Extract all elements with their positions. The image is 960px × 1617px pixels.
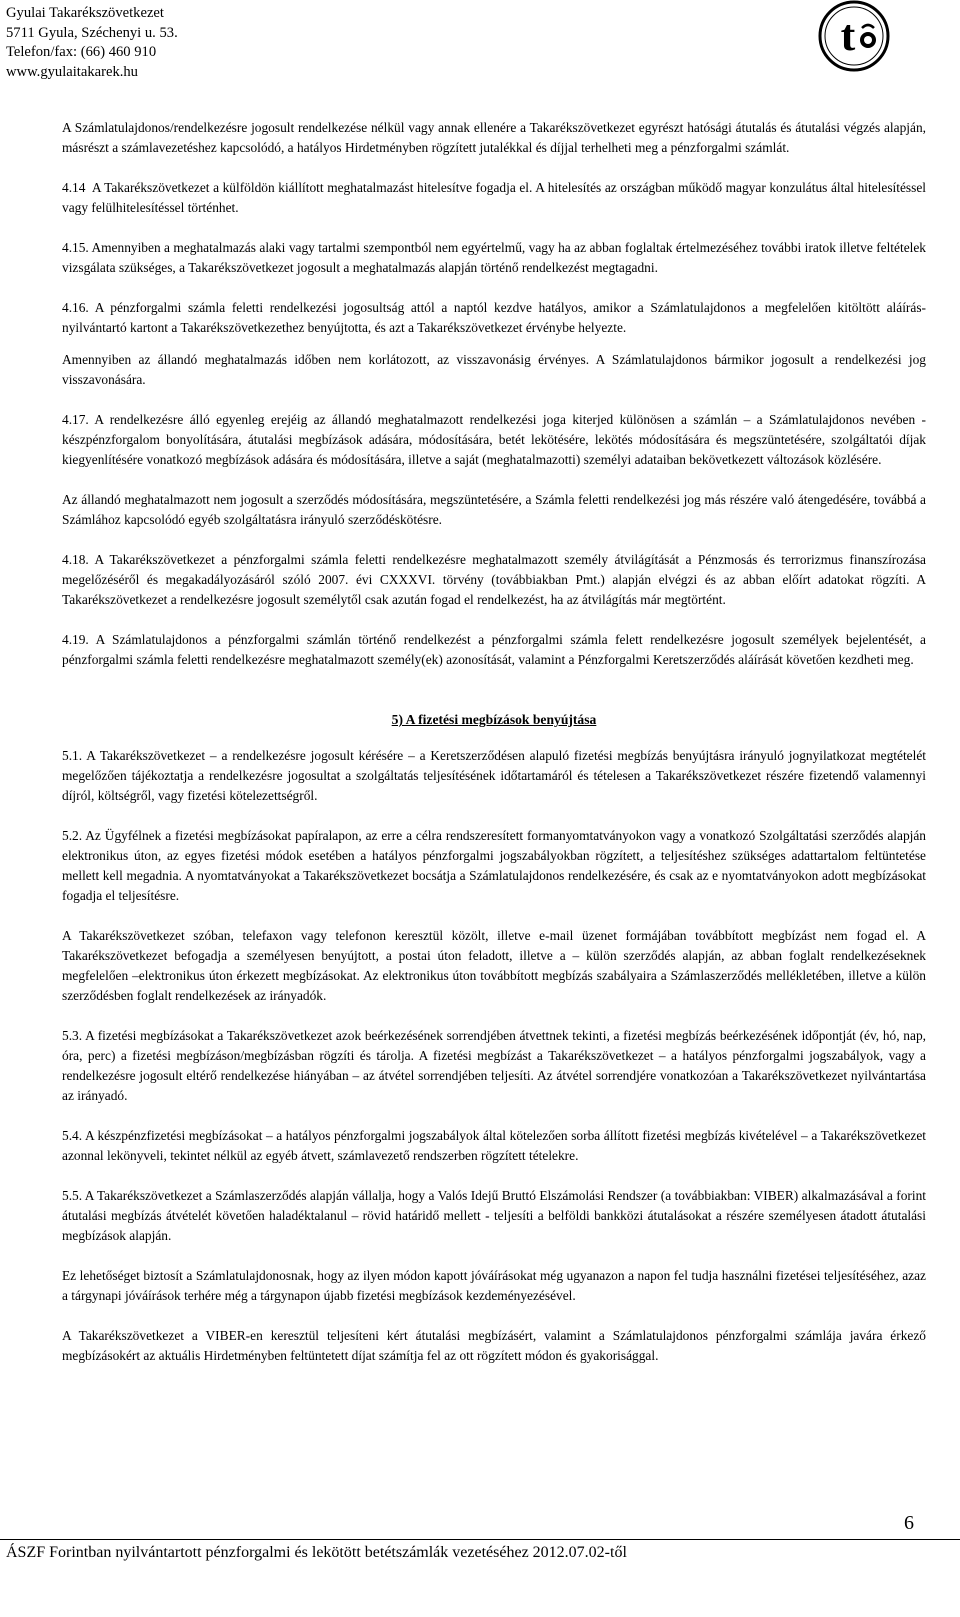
bank-name: Gyulai Takarékszövetkezet (6, 5, 164, 21)
bank-phone: Telefon/fax: (66) 460 910 (6, 44, 157, 60)
paragraph-5-5: 5.5. A Takarékszövetkezet a Számlaszerződés alapján vállalja, hogy a Valós Idejű Bruttó Elszámolási Rendszer (a továbbiakban: VIBER) alkalmazásával a forint átutalási megbízás átvételét követően haladéktalanul – rövid határidő mellett - teljesíti a belföldi bankközi átutalásokat a részére személyesen átadott átutalási megbízások alapján. (62, 1188, 927, 1243)
clause-number: 4.16. (62, 300, 89, 315)
paragraph-4-17-b: Az állandó meghatalmazott nem jogosult a szerződés módosítására, megszüntetésére, a Számla feletti rendelkezési jog más részére való átengedésére, továbbá a Számlához kapcsolódó egyéb szolgáltatásra irányuló szerződéskötésre. (62, 492, 926, 527)
paragraph-5-1: 5.1. A Takarékszövetkezet – a rendelkezésre jogosult kérésére – a Keretszerződésen alapuló fizetési megbízás benyújtásra irányuló jognyilatkozat megtételét megelőzően tájékoztatja a rendelkezésre jogosultat a szolgáltatás teljesítésének időtartamáról és tételesen a Takarékszövetkezet részére fizetendő valamennyi díjról, költségről, vagy fizetési kötelezettségről. (62, 748, 926, 803)
paragraph-5-4: 5.4. A készpénzfizetési megbízásokat – a hatályos pénzforgalmi jogszabályok által kötelezően sorba állított fizetési megbízás kivételével – a Takarékszövetkezet azonnal lekönyveli, tekintet nélkül az egyéb átvett, számlavezető rendszerben rögzített tételekre. (62, 1128, 927, 1163)
footer-divider (0, 1539, 960, 1540)
paragraph-4-14: 4.14 A Takarékszövetkezet a külföldön kiállított meghatalmazást hitelesítve fogadja el. A hitelesítés az országban működő magyar konzulátus által hitelesítéssel vagy felülhitelesítéssel történhet. (62, 180, 926, 215)
paragraph-4-17: 4.17. A rendelkezésre álló egyenleg erejéig az állandó meghatalmazott rendelkezési joga kiterjed különösen a számlán – a Számlatulajdonos nevében - készpénzforgalom bonyolítására, átutalási megbízások adására, módosítására, betét lekötésére, lekötés módosítására és megszüntetésére, szolgáltatói díjak kiegyenlítésére vonatkozó megbízások adására és módosítására, illetve a saját (meghatalmazotti) személyi adataiban bekövetkezett változások közlésére. (62, 412, 926, 467)
clause-number: 4.17. (62, 412, 89, 427)
document-body (62, 118, 926, 1366)
clause-number: 5.5. (62, 1188, 83, 1203)
paragraph-5-5-b: Ez lehetőséget biztosít a Számlatulajdonosnak, hogy az ilyen módon kapott jóváírásokat még ugyanazon a napon fel tudja használni fizetései teljesítéséhez, azaz a tárgynapi jóváírások terhére még a tárgynapon újabb fizetési megbízások kezdeményezésével. (62, 1268, 926, 1303)
clause-number: 5.2. (62, 828, 83, 843)
bank-address: 5711 Gyula, Széchenyi u. 53. (6, 24, 178, 41)
section-title: 5) A fizetési megbízások benyújtása (391, 712, 597, 727)
paragraph-4-18: 4.18. A Takarékszövetkezet a pénzforgalmi számla feletti rendelkezésre meghatalmazott személy átvilágítását a Pénzmosás és terrorizmus finanszírozása megelőzéséről és megakadályozásáról szóló 2007. évi CXXXVI. törvény (továbbiakban Pmt.) alapján elvégzi és az abban előírt adatokat rögzíti. A Takarékszövetkezet a rendelkezésre jogosult személytől csak azután fogad el rendelkezést, ha az átvilágítás már megtörtént. (62, 552, 926, 607)
bank-website: www.gyulaitakarek.hu (6, 63, 138, 80)
page-number: 6 (904, 1512, 914, 1534)
clause-number: 5.3. (62, 1028, 83, 1043)
paragraph-5-2: 5.2. Az Ügyfélnek a fizetési megbízásokat papíralapon, az erre a célra rendszeresített formanyomtatványokon vagy a vonatkozó Szolgáltatási szerződés alapján elektronikus úton, az egyes fizetési módok esetében a hatályos pénzforgalmi jogszabályokban rögzített, a teljesítéshez szükséges adattartalom feltüntetése mellett kell megadnia. A nyomtatványokat a Takarékszövetkezet bocsátja a Számlatulajdonos rendelkezésére, és csak az e nyomtatványokon adott megbízásokat fogadja el teljesítésre. (62, 828, 927, 903)
paragraph-5-2-b: A Takarékszövetkezet szóban, telefaxon vagy telefonon keresztül közölt, illetve e-mail üzenet formájában továbbított megbízást nem fogad el. A Takarékszövetkezet befogadja a személyesen benyújtott, a postai úton feladott, illetve a – külön szerződés alapján, az abban foglalt rendelkezéseknek megfelelően –elektronikus úton érkezett megbízásokat. Az elektronikus úton továbbított megbízás szabályaira a Számlaszerződés mellékletében, illetve a külön szerződésben foglalt rendelkezések az irányadók. (62, 928, 926, 1003)
paragraph-5-3: 5.3. A fizetési megbízásokat a Takarékszövetkezet azok beérkezésének sorrendjében átvettnek tekinti, a fizetési megbízás beérkezésének időpontját (év, hó, nap, óra, perc) a fizetési megbízáson/megbízásban rögzíti és tárolja. A fizetési megbízást a Takarékszövetkezet – a hatályos pénzforgalmi jogszabályok, vagy a rendelkezésre jogosult eltérő rendelkezése hiányában – az átvétel sorrendjében teljesíti. Az átvétel sorrendjére vonatkozóan a Takarékszövetkezet nyilvántartása az irányadó. (62, 1028, 926, 1103)
clause-number: 4.19. (62, 632, 89, 647)
bank-logo (818, 0, 890, 72)
clause-number: 4.18. (62, 552, 89, 567)
paragraph-4-16-b: Amennyiben az állandó meghatalmazás időben nem korlátozott, az visszavonásig érvényes. A Számlatulajdonos bármikor jogosult a rendelkezési jog visszavonására. (62, 352, 926, 387)
clause-number: 4.15. (62, 240, 89, 255)
logo-letter: t (840, 11, 856, 60)
paragraph-intro: A Számlatulajdonos/rendelkezésre jogosult rendelkezése nélkül vagy annak ellenére a Takarékszövetkezet egyrészt hatósági átutalás és átutalási végzés alapján, másrészt a számlavezetéshez kapcsolódó, a hatályos Hirdetményben rögzített jutalékkal és díjjal terhelheti meg a pénzforgalmi számlát. (62, 120, 926, 155)
paragraph-5-5-c: A Takarékszövetkezet a VIBER-en keresztül teljesíteni kért átutalási megbízásért, valamint a Számlatulajdonos pénzforgalmi számlája javára érkező megbízásokért az aktuális Hirdetményben feltüntetett díjat számítja fel az ott rögzített módon és gyakorisággal. (62, 1328, 926, 1363)
paragraph-4-19: 4.19. A Számlatulajdonos a pénzforgalmi számlán történő rendelkezést a pénzforgalmi számla felett rendelkezésre jogosult személyek bejelentését, a pénzforgalmi számla feletti rendelkezésre meghatalmazott személy(ek) azonosítását, valamint a Pénzforgalmi Keretszerződés aláírását követően kezdheti meg. (62, 632, 926, 667)
bank-header (6, 4, 178, 82)
clause-number: 4.14 (62, 180, 86, 195)
paragraph-4-16: 4.16. A pénzforgalmi számla feletti rendelkezési jogosultság attól a naptól kezdve hatályos, amikor a Számlatulajdonos a megfelelően kitöltött aláírás-nyilvántartó kartont a Takarékszövetkezethez benyújtotta, és azt a Takarékszövetkezet érvénybe helyezte. (62, 300, 927, 335)
footer-text: ÁSZF Forintban nyilvántartott pénzforgalmi és lekötött betétszámlák vezetéséhez 2012.07.02-től (6, 1544, 627, 1561)
paragraph-4-15: 4.15. Amennyiben a meghatalmazás alaki vagy tartalmi szempontból nem egyértelmű, vagy ha az abban foglaltak értelmezéséhez további iratok illetve feltételek vizsgálata szükséges, a Takarékszövetkezet jogosult a meghatalmazás alapján történő rendelkezést megtagadni. (62, 240, 926, 275)
clause-number: 5.4. (62, 1128, 83, 1143)
clause-number: 5.1. (62, 748, 83, 763)
